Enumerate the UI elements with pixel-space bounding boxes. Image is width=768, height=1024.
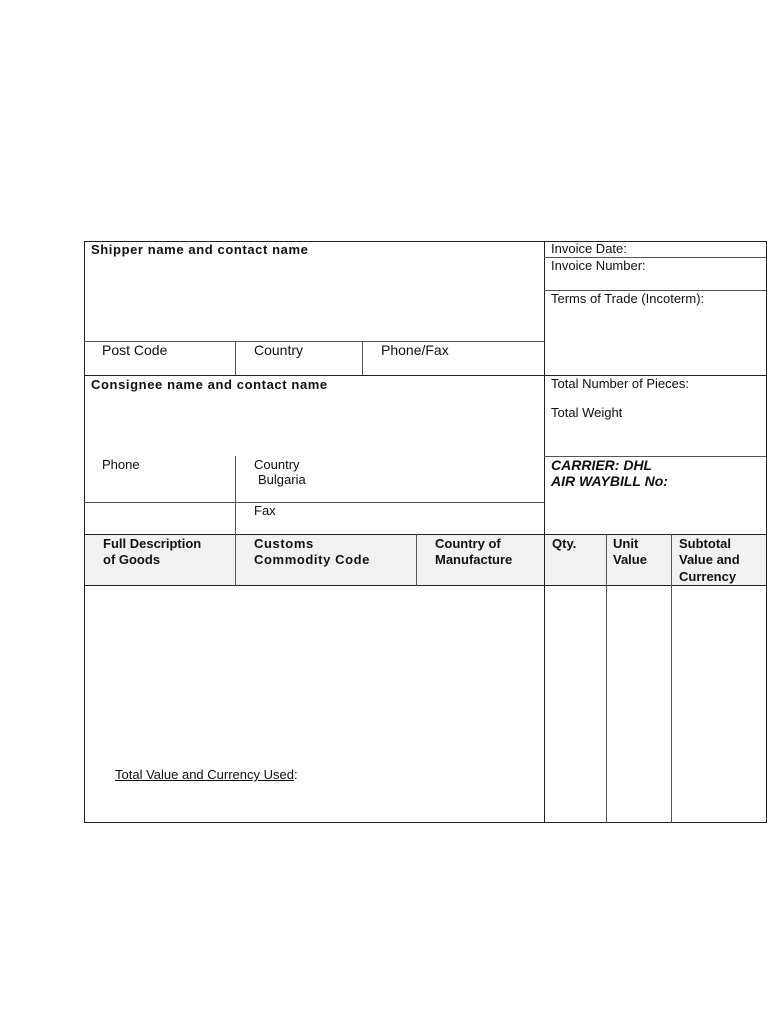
divider-postcode-country — [235, 341, 236, 375]
invoice-number-label: Invoice Number: — [551, 258, 646, 273]
carrier-label: CARRIER: DHL — [551, 457, 653, 473]
shipper-phone-fax-label: Phone/Fax — [381, 342, 449, 358]
col-header-commodity-2: Commodity Code — [254, 552, 371, 567]
col-header-commodity-1: Customs — [254, 536, 314, 551]
col-header-description-2: of Goods — [103, 552, 161, 567]
form-border-bottom — [84, 822, 767, 823]
shipper-country-label: Country — [254, 342, 304, 358]
form-border-right — [766, 241, 767, 823]
total-value-label — [115, 767, 298, 783]
divider-unit-subtotal — [671, 534, 672, 823]
col-header-subtotal-2: Value and — [679, 552, 740, 567]
terms-of-trade-label: Terms of Trade (Incoterm): — [551, 291, 705, 306]
consignee-heading: Consignee name and contact name — [91, 377, 328, 392]
form-border-left — [84, 241, 85, 823]
total-weight-label: Total Weight — [551, 405, 623, 420]
divider-consignee-top — [84, 375, 544, 376]
consignee-country-value: Bulgaria — [258, 472, 306, 487]
consignee-fax-label: Fax — [254, 503, 276, 518]
total-value-colon: : — [293, 767, 298, 782]
col-header-unit-1: Unit — [613, 536, 639, 551]
col-header-subtotal-1: Subtotal — [679, 536, 731, 551]
col-header-qty: Qty. — [552, 536, 577, 551]
col-header-origin-2: Manufacture — [435, 552, 513, 567]
divider-main-vertical — [544, 241, 545, 823]
col-header-origin-1: Country of — [435, 536, 501, 551]
shipper-post-code-label: Post Code — [102, 342, 168, 358]
divider-commodity-origin — [416, 534, 417, 586]
air-waybill-label: AIR WAYBILL No: — [551, 473, 668, 489]
invoice-date-label: Invoice Date: — [551, 241, 627, 256]
total-value-label-text: Total Value and Currency Used — [115, 767, 294, 782]
shipper-heading: Shipper name and contact name — [91, 242, 309, 257]
divider-description-commodity — [235, 534, 236, 586]
total-pieces-label: Total Number of Pieces: — [551, 376, 690, 391]
divider-phone-country — [235, 456, 236, 534]
divider-qty-unit — [606, 534, 607, 823]
col-header-description-1: Full Description — [103, 536, 202, 551]
col-header-unit-2: Value — [613, 552, 647, 567]
divider-country-phone — [362, 341, 363, 375]
table-header-bottom — [84, 585, 767, 586]
consignee-country-label: Country — [254, 457, 300, 472]
col-header-subtotal-3: Currency — [679, 569, 737, 584]
consignee-phone-label: Phone — [102, 457, 140, 472]
divider-consignee-fax — [84, 502, 544, 503]
table-header-top — [84, 534, 767, 535]
